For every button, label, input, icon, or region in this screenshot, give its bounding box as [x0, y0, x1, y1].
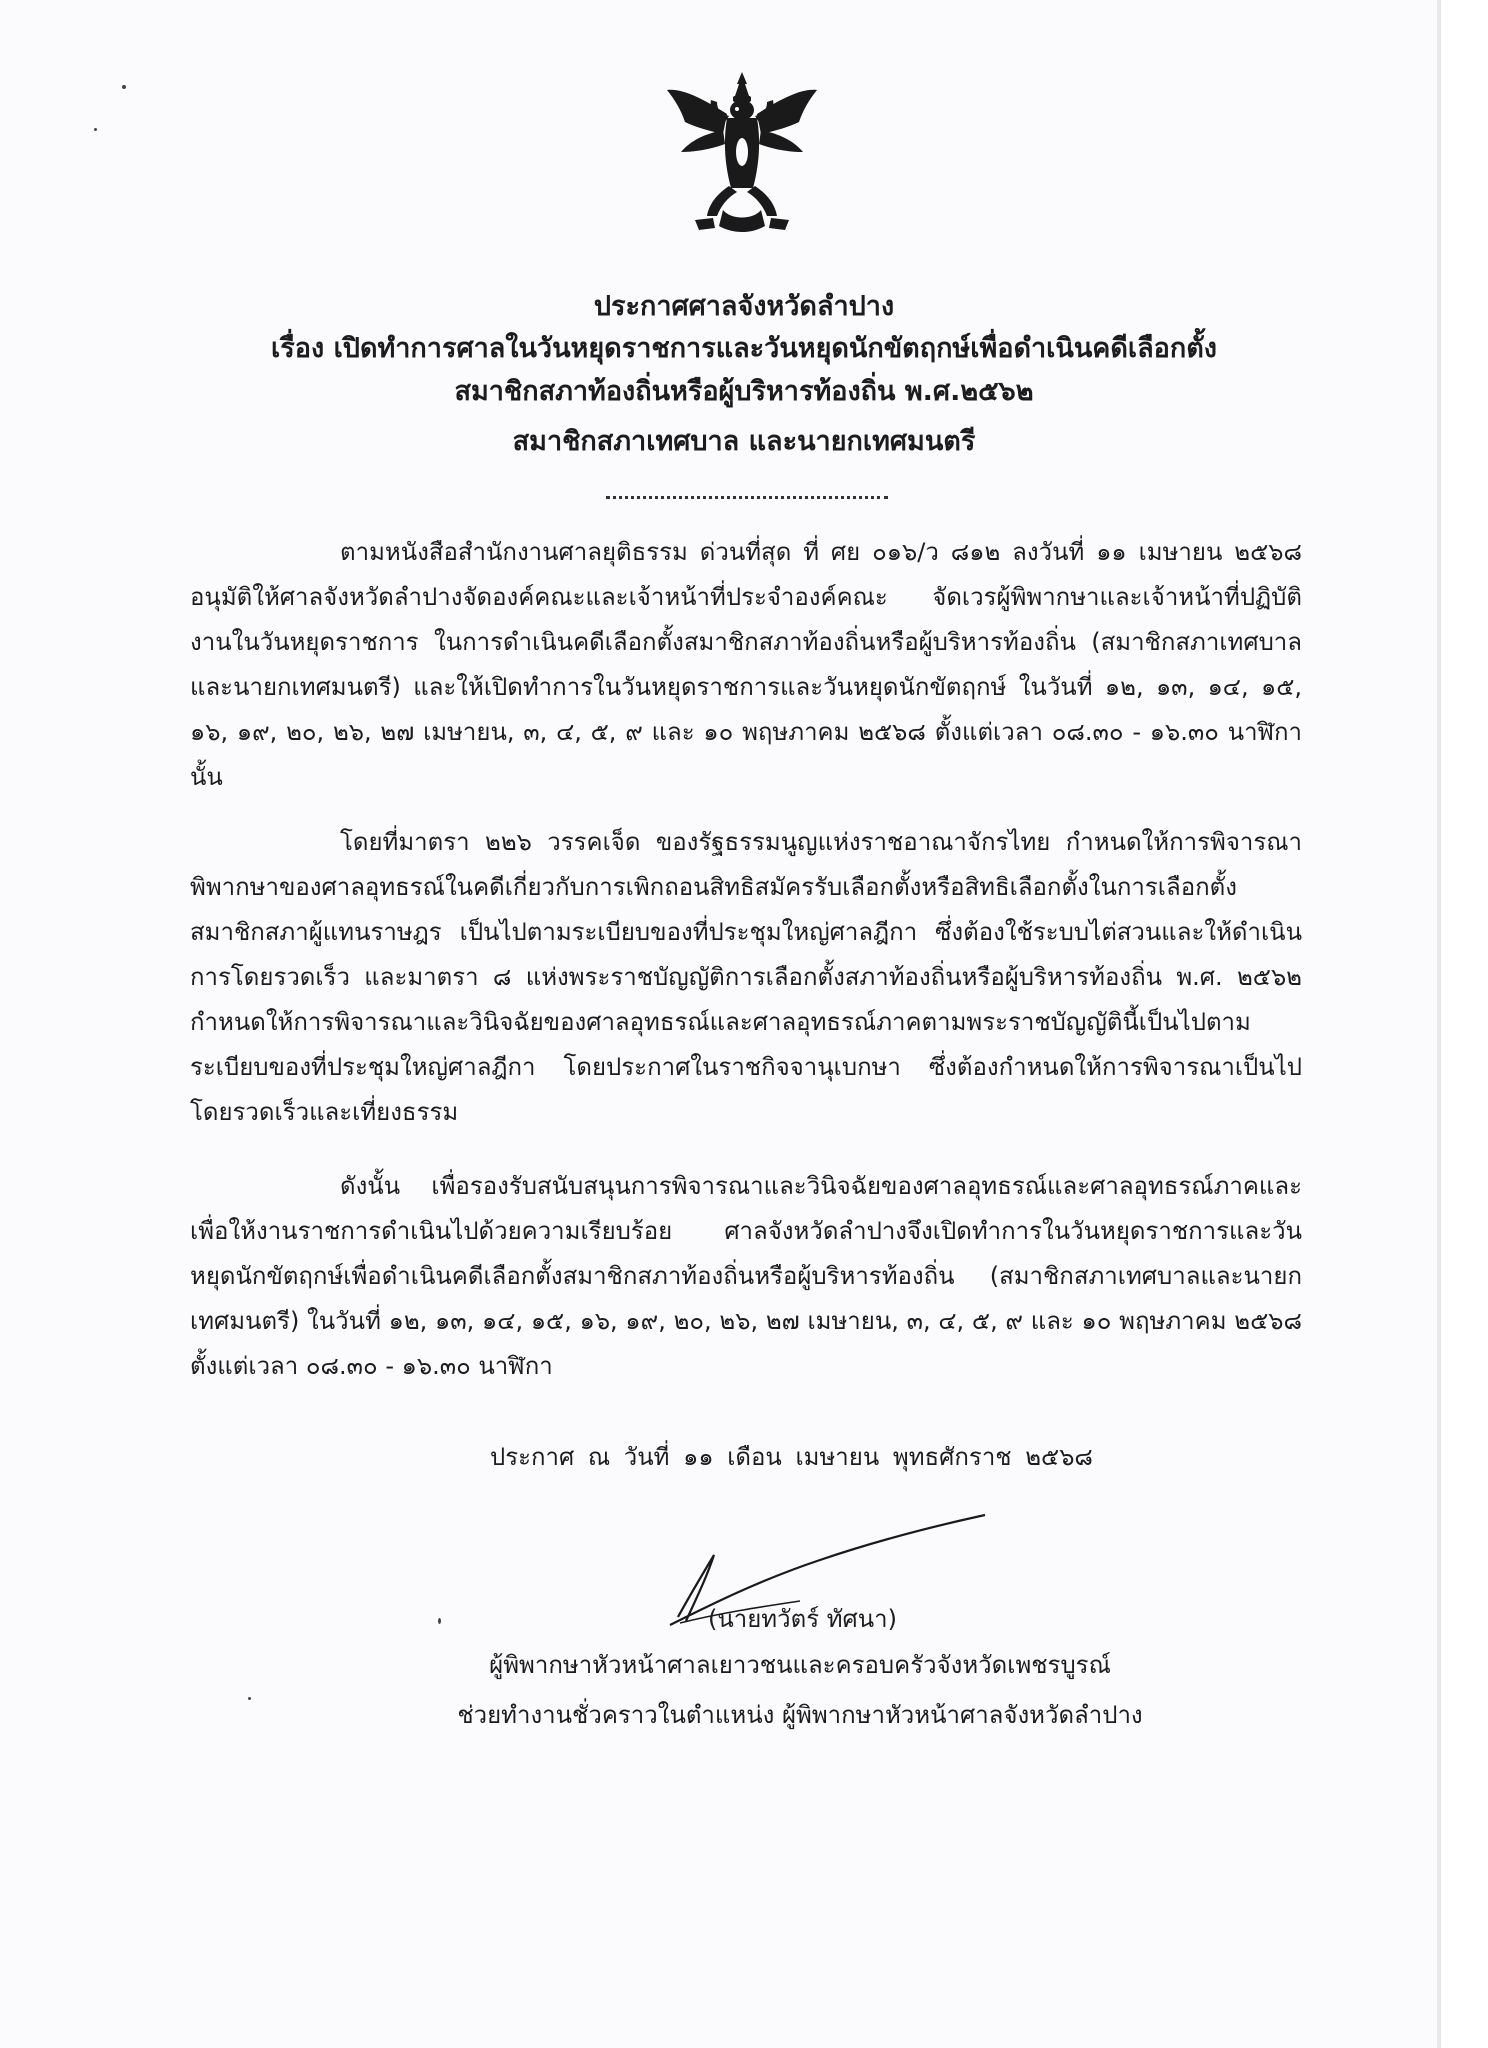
dotted-divider	[606, 496, 888, 499]
garuda-emblem-icon	[665, 70, 819, 236]
scan-speck	[438, 1618, 441, 1624]
announcement-date: ประกาศ ณ วันที่ ๑๑ เดือน เมษายน พุทธศักราช ๒๕๖๘	[490, 1443, 1093, 1471]
scan-speck	[122, 85, 126, 89]
scan-speck	[94, 128, 97, 131]
document-title: ประกาศศาลจังหวัดลำปาง	[593, 291, 895, 322]
body-paragraph-1: ตามหนังสือสำนักงานศาลยุติธรรม ด่วนที่สุด ที่ ศย ๐๑๖/ว ๘๑๒ ลงวันที่ ๑๑ เมษายน ๒๕๖๘ อนุมัติให้ศาลจังหวัดลำปางจัดองค์คณะและเจ้าหน้าที่ประจำองค์คณะ จัดเวรผู้พิพากษาและเจ้าหน้าที่ปฏิบัติงานในวันหยุดราชการ ในการดำเนินคดีเลือกตั้งสมาชิกสภาท้องถิ่นหรือผู้บริหารท้องถิ่น (สมาชิกสภาเทศบาล และนายกเทศมนตรี) และให้เปิดทำการในวันหยุดราชการและวันหยุดนักขัตฤกษ์ ในวันที่ ๑๒, ๑๓, ๑๔, ๑๕, ๑๖, ๑๙, ๒๐, ๒๖, ๒๗ เมษายน, ๓, ๔, ๕, ๙ และ ๑๐ พฤษภาคม ๒๕๖๘ ตั้งแต่เวลา ๐๘.๓๐ - ๑๖.๓๐ นาฬิกา นั้น	[190, 538, 1302, 791]
signatory-name: (นายทวัตร์ ทัศนา)	[708, 1605, 898, 1633]
subject-line-1: เรื่อง เปิดทำการศาลในวันหยุดราชการและวันหยุดนักขัตฤกษ์เพื่อดำเนินคดีเลือกตั้ง	[271, 333, 1217, 364]
scan-speck	[248, 1697, 251, 1700]
signatory-position-2: ช่วยทำงานชั่วคราวในตำแหน่ง ผู้พิพากษาหัวหน้าศาลจังหวัดลำปาง	[457, 1701, 1143, 1729]
body-paragraph-3: ดังนั้น เพื่อรองรับสนับสนุนการพิจารณาและวินิจฉัยของศาลอุทธรณ์และศาลอุทธรณ์ภาคและเพื่อให้งานราชการดำเนินไปด้วยความเรียบร้อย ศาลจังหวัดลำปางจึงเปิดทำการในวันหยุดราชการและวันหยุดนักขัตฤกษ์เพื่อดำเนินคดีเลือกตั้งสมาชิกสภาท้องถิ่นหรือผู้บริหารท้องถิ่น (สมาชิกสภาเทศบาลและนายกเทศมนตรี) ในวันที่ ๑๒, ๑๓, ๑๔, ๑๕, ๑๖, ๑๙, ๒๐, ๒๖, ๒๗ เมษายน, ๓, ๔, ๕, ๙ และ ๑๐ พฤษภาคม ๒๕๖๘ ตั้งแต่เวลา ๐๘.๓๐ - ๑๖.๓๐ นาฬิกา	[190, 1172, 1302, 1380]
subject-line-3: สมาชิกสภาเทศบาล และนายกเทศมนตรี	[512, 426, 976, 457]
signatory-position-1: ผู้พิพากษาหัวหน้าศาลเยาวชนและครอบครัวจังหวัดเพชรบูรณ์	[489, 1651, 1111, 1679]
body-paragraph-2: โดยที่มาตรา ๒๒๖ วรรคเจ็ด ของรัฐธรรมนูญแห่งราชอาณาจักรไทย กำหนดให้การพิจารณาพิพากษาของศาลอุทธรณ์ในคดีเกี่ยวกับการเพิกถอนสิทธิสมัครรับเลือกตั้งหรือสิทธิเลือกตั้งในการเลือกตั้งสมาชิกสภาผู้แทนราษฎร เป็นไปตามระเบียบของที่ประชุมใหญ่ศาลฎีกา ซึ่งต้องใช้ระบบไต่สวนและให้ดำเนินการโดยรวดเร็ว และมาตรา ๘ แห่งพระราชบัญญัติการเลือกตั้งสภาท้องถิ่นหรือผู้บริหารท้องถิ่น พ.ศ. ๒๕๖๒ กำหนดให้การพิจารณาและวินิจฉัยของศาลอุทธรณ์และศาลอุทธรณ์ภาคตามพระราชบัญญัตินี้เป็นไปตามระเบียบของที่ประชุมใหญ่ศาลฎีกา โดยประกาศในราชกิจจานุเบกษา ซึ่งต้องกำหนดให้การพิจารณาเป็นไปโดยรวดเร็วและเที่ยงธรรม	[190, 828, 1302, 1126]
scan-edge	[1440, 0, 1488, 2048]
subject-line-2: สมาชิกสภาท้องถิ่นหรือผู้บริหารท้องถิ่น พ.ศ.๒๕๖๒	[454, 376, 1034, 407]
